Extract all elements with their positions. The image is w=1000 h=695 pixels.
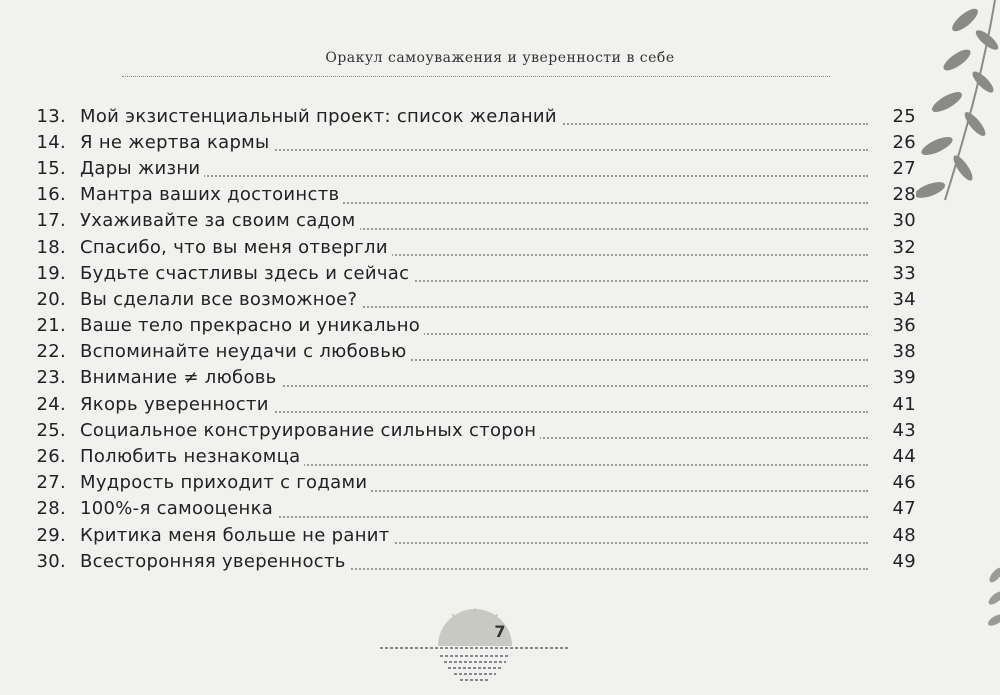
toc-entry-number: 18. (36, 236, 66, 258)
toc-entry-title: Ухаживайте за своим садом (80, 210, 360, 231)
toc-entry-number: 15. (36, 157, 66, 179)
toc-entry-number: 25. (36, 419, 66, 441)
running-header: Оракул самоуважения и уверенности в себе (325, 50, 675, 66)
toc-entry-page: 26 (886, 132, 916, 153)
toc-entry (0, 260, 1000, 286)
toc-entry-title: Вы сделали все возможное? (80, 289, 361, 310)
toc-entry (0, 103, 1000, 129)
toc-entry-page: 48 (886, 525, 916, 546)
toc-entry-page: 39 (886, 367, 916, 388)
toc-entry (0, 470, 1000, 496)
toc-entry-number: 28. (36, 498, 66, 520)
toc-entry-number: 19. (36, 262, 66, 284)
toc-entry-page: 28 (886, 184, 916, 205)
toc-entry-number: 13. (36, 105, 66, 127)
toc-entry-number: 16. (36, 184, 66, 206)
toc-entry-page: 49 (886, 551, 916, 572)
toc-entry-page: 47 (886, 498, 916, 519)
toc-entry-title: Ваше тело прекрасно и уникально (80, 315, 424, 336)
toc-entry (0, 417, 1000, 443)
toc-entry-page: 41 (886, 394, 916, 415)
toc-entry-title: Полюбить незнакомца (80, 446, 304, 467)
toc-entry (0, 182, 1000, 208)
toc-entry-number: 27. (36, 472, 66, 494)
toc-entry-title: Внимание ≠ любовь (80, 367, 281, 388)
toc-entry-title: Мудрость приходит с годами (80, 472, 371, 493)
toc-entry-number: 21. (36, 315, 66, 337)
toc-entry-title: Дары жизни (80, 158, 204, 179)
toc-entry-title: Якорь уверенности (80, 394, 273, 415)
toc-entry-title: Спасибо, что вы меня отвергли (80, 237, 392, 258)
toc-entry-title: Будьте счастливы здесь и сейчас (80, 263, 413, 284)
toc-entry (0, 155, 1000, 181)
toc-entry-title: Социальное конструирование сильных сторон (80, 420, 540, 441)
toc-entry-page: 33 (886, 263, 916, 284)
toc-entry (0, 391, 1000, 417)
toc-entry-page: 34 (886, 289, 916, 310)
toc-entry (0, 365, 1000, 391)
toc-entry (0, 129, 1000, 155)
toc-entry-page: 46 (886, 472, 916, 493)
toc-entry-page: 30 (886, 210, 916, 231)
toc-entry-number: 22. (36, 341, 66, 363)
toc-entry (0, 313, 1000, 339)
toc-entry-number: 20. (36, 288, 66, 310)
toc-entry-page: 25 (886, 106, 916, 127)
toc-entry-title: 100%-я самооценка (80, 498, 277, 519)
toc-entry (0, 548, 1000, 574)
toc-entry (0, 234, 1000, 260)
toc-entry (0, 522, 1000, 548)
toc-entry-page: 36 (886, 315, 916, 336)
toc-entry (0, 339, 1000, 365)
toc-entry-page: 27 (886, 158, 916, 179)
page-number: 7 (494, 622, 506, 641)
header-divider (122, 76, 830, 77)
toc-entry-number: 23. (36, 367, 66, 389)
toc-entry-title: Мантра ваших достоинств (80, 184, 343, 205)
toc-entry-title: Критика меня больше не ранит (80, 525, 394, 546)
toc-entry-title: Я не жертва кармы (80, 132, 274, 153)
toc-entry-title: Мой экзистенциальный проект: список желаний (80, 106, 561, 127)
toc-entry-number: 30. (36, 550, 66, 572)
toc-entry-number: 26. (36, 446, 66, 468)
toc-entry (0, 496, 1000, 522)
toc-entry-number: 17. (36, 210, 66, 232)
toc-entry-title: Вспоминайте неудачи с любовью (80, 341, 411, 362)
toc-entry-page: 44 (886, 446, 916, 467)
toc-entry (0, 208, 1000, 234)
toc-entry-page: 38 (886, 341, 916, 362)
water-lines-icon (380, 646, 570, 686)
table-of-contents (0, 103, 1000, 574)
toc-entry-number: 14. (36, 131, 66, 153)
toc-entry (0, 443, 1000, 469)
toc-entry-title: Всесторонняя уверенность (80, 551, 350, 572)
toc-entry-page: 43 (886, 420, 916, 441)
toc-entry-number: 24. (36, 393, 66, 415)
toc-entry-number: 29. (36, 524, 66, 546)
toc-entry (0, 286, 1000, 312)
toc-entry-page: 32 (886, 237, 916, 258)
